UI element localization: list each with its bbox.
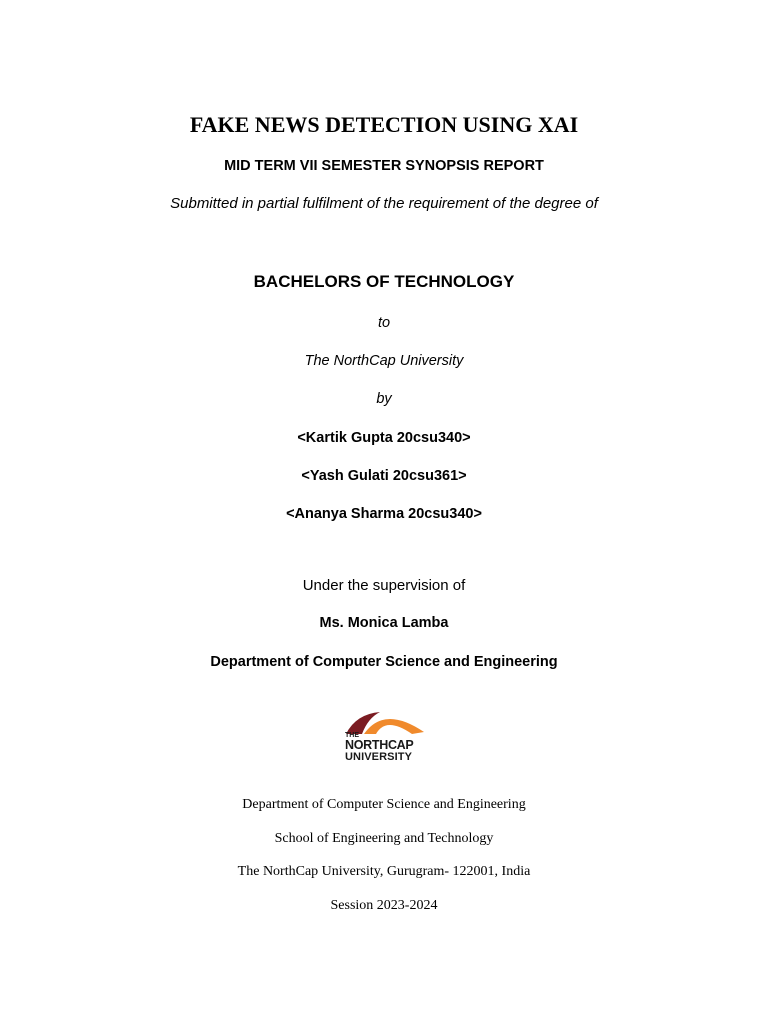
footer-address: The NorthCap University, Gurugram- 122001, India — [237, 864, 531, 879]
report-title: FAKE NEWS DETECTION USING XAI — [189, 112, 579, 137]
university-name: The NorthCap University — [304, 353, 464, 369]
footer-session: Session 2023-2024 — [330, 898, 438, 913]
logo-arc-right — [364, 719, 424, 734]
footer-department: Department of Computer Science and Engineering — [242, 797, 526, 812]
logo-arc-icon — [340, 708, 430, 734]
logo-text-the: THE — [345, 732, 359, 739]
author-3: <Ananya Sharma 20csu340> — [286, 506, 482, 522]
author-2: <Yash Gulati 20csu361> — [301, 468, 467, 484]
university-logo — [340, 708, 430, 768]
footer-school: School of Engineering and Technology — [274, 831, 494, 846]
supervisor-name: Ms. Monica Lamba — [319, 615, 449, 631]
submitted-text: Submitted in partial fulfilment of the requirement of the degree of — [170, 195, 598, 212]
to-text: to — [377, 315, 391, 331]
logo-text-university: UNIVERSITY — [345, 751, 413, 763]
logo-text-northcap: NORTHCAP — [345, 738, 414, 752]
degree-name: BACHELORS OF TECHNOLOGY — [253, 272, 515, 291]
department-name: Department of Computer Science and Engineering — [210, 654, 558, 670]
report-subtitle: MID TERM VII SEMESTER SYNOPSIS REPORT — [224, 158, 544, 174]
supervision-text: Under the supervision of — [302, 577, 466, 594]
by-text: by — [376, 391, 392, 407]
author-1: <Kartik Gupta 20csu340> — [297, 430, 471, 446]
